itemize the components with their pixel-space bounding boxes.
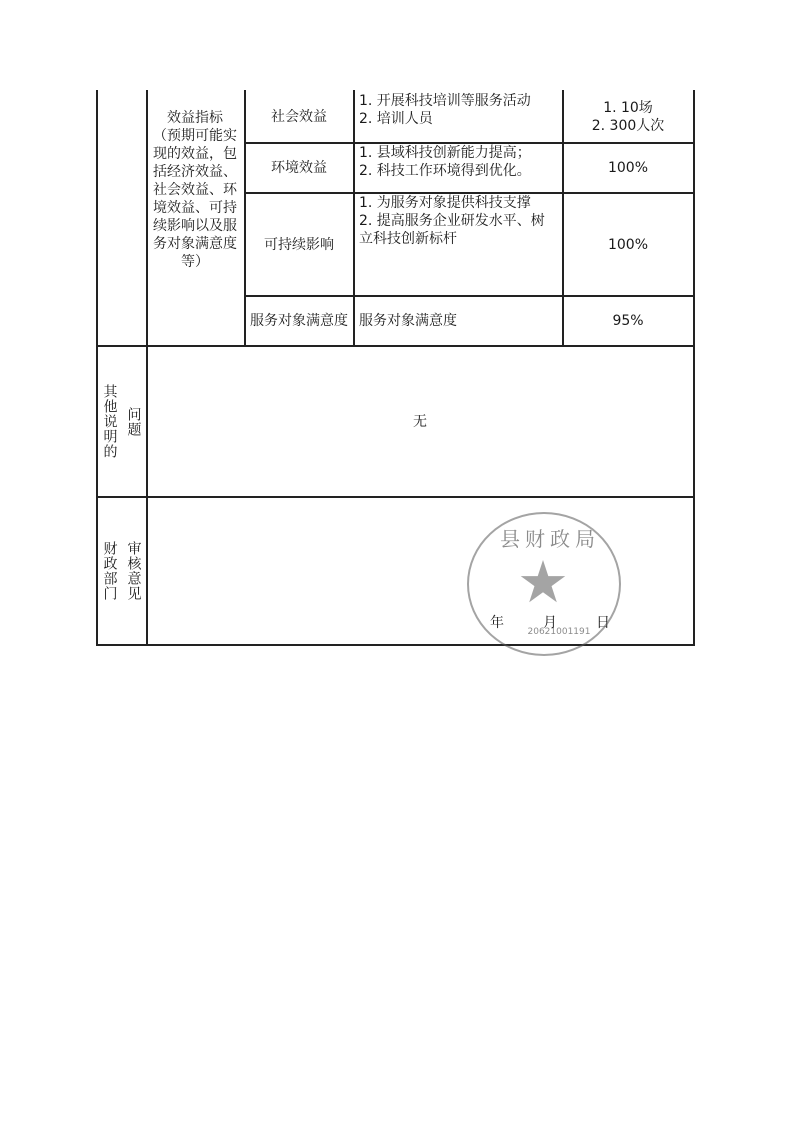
benefit-label-line-6: 境效益、可持 — [153, 200, 237, 216]
value-sustainable: 100% — [607, 236, 649, 253]
benefit-label-line-9: 等） — [181, 254, 209, 270]
benefit-indicators-label — [148, 105, 242, 275]
benefit-label-line-4: 括经济效益、 — [153, 164, 237, 180]
category-sustainable: 可持续影响 — [264, 236, 334, 253]
other-issues-value: 无 — [413, 413, 427, 430]
finance-review-label — [98, 498, 145, 644]
content-social-line-2: 2. 培训人员 — [359, 111, 433, 127]
content-environment — [355, 144, 561, 192]
category-social: 社会效益 — [271, 109, 327, 125]
content-environment-line-1: 1. 县域科技创新能力提高； — [359, 145, 531, 161]
content-sustainable-line-2: 2. 提高服务企业研发水平、树 — [359, 213, 545, 229]
benefit-label-line-2: （预期可能实 — [153, 128, 237, 144]
review-date-month: 月 — [543, 615, 557, 631]
value-satisfaction: 95% — [612, 313, 644, 329]
benefit-label-line-3: 现的效益，包 — [153, 146, 237, 162]
category-environment: 环境效益 — [271, 160, 327, 176]
other-issues-label-1: 其他说明的 — [101, 384, 118, 459]
content-social-line-1: 1. 开展科技培训等服务活动 — [359, 93, 531, 109]
content-sustainable-line-1: 1. 为服务对象提供科技支撑 — [359, 195, 531, 211]
review-date-year: 年 — [490, 615, 504, 631]
finance-review-label-2: 审核意见 — [125, 541, 142, 601]
stamp-arc-text: 县财政局 — [500, 527, 600, 551]
value-environment: 100% — [607, 160, 649, 176]
table-border-bottom — [96, 644, 695, 646]
content-sustainable-line-3: 立科技创新标杆 — [359, 231, 457, 247]
table-border-right — [693, 90, 695, 645]
other-issues-label — [98, 347, 145, 496]
benefit-label-line-1: 效益指标 — [167, 110, 223, 126]
content-sustainable — [355, 194, 561, 295]
value-social-line-1: 1. 10场 — [603, 100, 653, 116]
category-satisfaction: 服务对象满意度 — [250, 313, 348, 329]
benefit-label-line-7: 续影响以及服 — [153, 218, 237, 234]
content-satisfaction: 服务对象满意度 — [359, 313, 457, 329]
benefit-label-line-8: 务对象满意度 — [153, 236, 237, 252]
content-environment-line-2: 2. 科技工作环境得到优化。 — [359, 163, 531, 179]
benefit-label-line-5: 社会效益、环 — [153, 182, 237, 198]
review-date-day: 日 — [596, 615, 610, 631]
value-social — [564, 92, 692, 142]
stamp-star-icon: ★ — [517, 548, 569, 616]
finance-review-label-1: 财政部门 — [101, 541, 118, 601]
stamp-code: 20621001191 — [527, 627, 591, 637]
other-issues-label-2: 问题 — [125, 406, 142, 437]
value-social-line-2: 2. 300人次 — [591, 118, 665, 134]
content-social — [355, 92, 561, 142]
